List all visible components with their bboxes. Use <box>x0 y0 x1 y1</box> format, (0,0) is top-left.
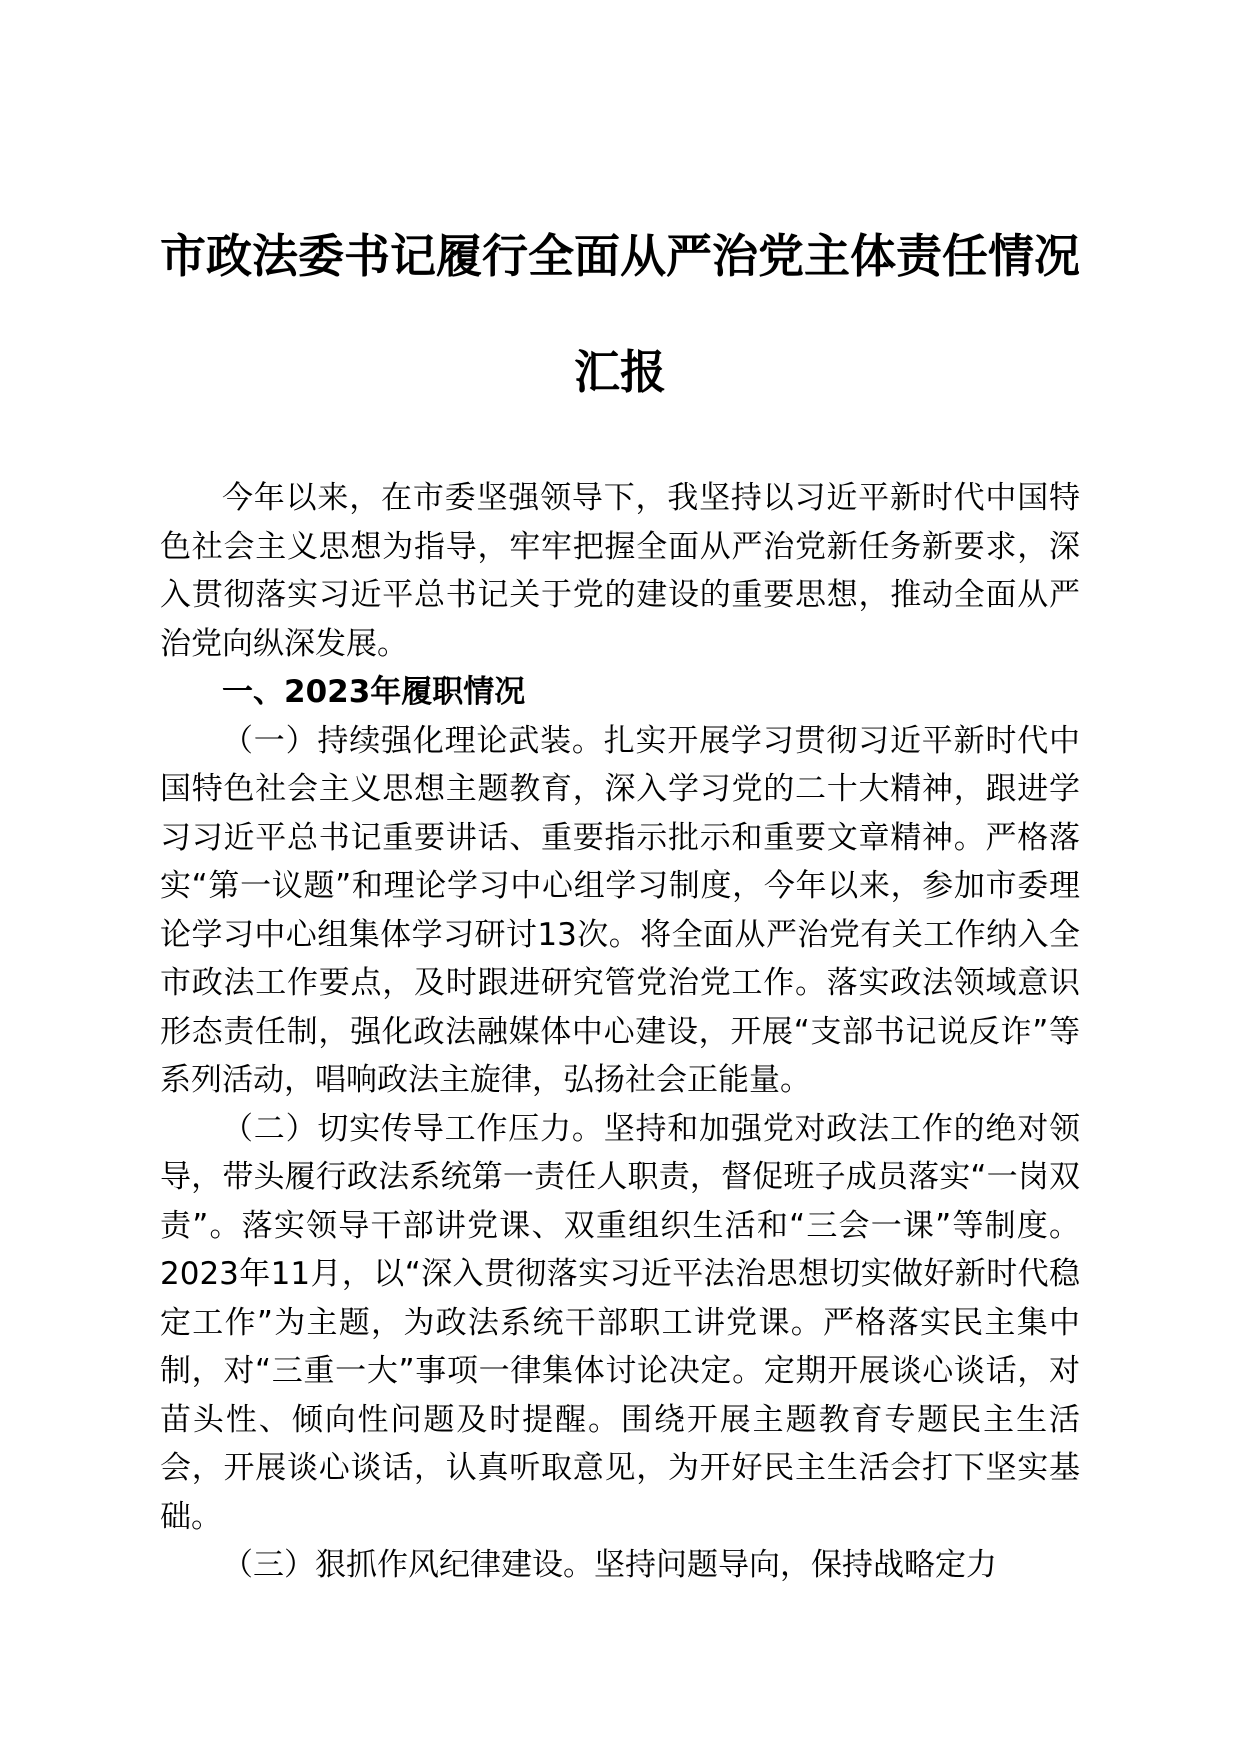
paragraph-2: （二）切实传导工作压力。坚持和加强党对政法工作的绝对领导，带头履行政法系统第一责任人职责，督促班子成员落实“一岗双责”。落实领导干部讲党课、双重组织生活和“三会一课”等制度。2023年11月，以“深入贯彻落实习近平法治思想切实做好新时代稳定工作”为主题，为政法系统干部职工讲党课。严格落实民主集中制，对“三重一大”事项一律集体讨论决定。定期开展谈心谈话，对苗头性、倾向性问题及时提醒。围绕开展主题教育专题民主生活会，开展谈心谈话，认真听取意见，为开好民主生活会打下坚实基础。 <box>160 1110 1080 1535</box>
section-heading: 一、2023年履职情况 <box>222 674 526 710</box>
document-title-line-2: 汇报 <box>574 345 666 399</box>
document-body <box>160 474 1080 1590</box>
paragraph-3: （三）狠抓作风纪律建设。坚持问题导向，保持战略定力 <box>222 1547 997 1583</box>
document-title-line-1: 市政法委书记履行全面从严治党主体责任情况 <box>160 229 1080 283</box>
intro-paragraph: 今年以来，在市委坚强领导下，我坚持以习近平新时代中国特色社会主义思想为指导，牢牢把握全面从严治党新任务新要求，深入贯彻落实习近平总书记关于党的建设的重要思想，推动全面从严治党向纵深发展。 <box>160 480 1080 662</box>
paragraph-1: （一）持续强化理论武装。扎实开展学习贯彻习近平新时代中国特色社会主义思想主题教育，深入学习党的二十大精神，跟进学习习近平总书记重要讲话、重要指示批示和重要文章精神。严格落实“第一议题”和理论学习中心组学习制度，今年以来，参加市委理论学习中心组集体学习研讨13次。将全面从严治党有关工作纳入全市政法工作要点，及时跟进研究管党治党工作。落实政法领域意识形态责任制，强化政法融媒体中心建设，开展“支部书记说反诈”等系列活动，唱响政法主旋律，弘扬社会正能量。 <box>160 722 1080 1098</box>
